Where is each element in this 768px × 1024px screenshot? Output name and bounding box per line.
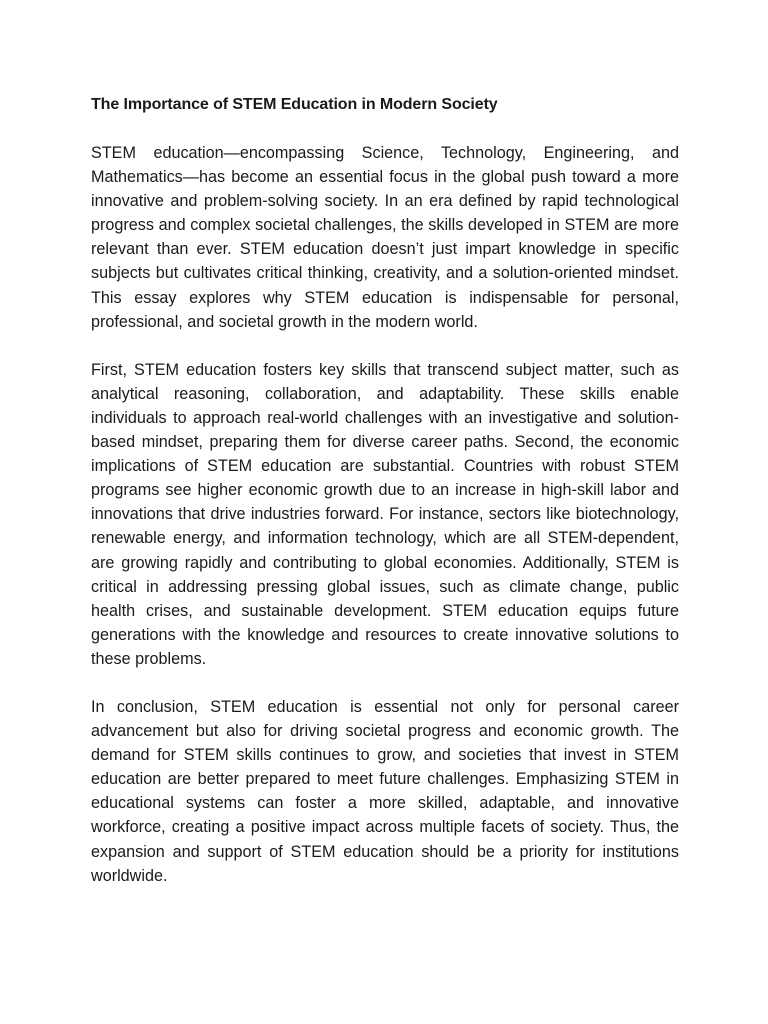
paragraph-body: First, STEM education fosters key skills that transcend subject matter, such as analytical reasoning, collaboration, and adaptability. These skills enable individuals to approach real-world challenges with an investigative and solution-based mindset, preparing them for diverse career paths. Second, the economic implications of STEM education are substantial. Countries with robust STEM programs see higher economic growth due to an increase in high-skill labor and innovations that drive industries forward. For instance, sectors like biotechnology, renewable energy, and information technology, which are all STEM-dependent, are growing rapidly and contributing to global economies. Additionally, STEM is critical in addressing pressing global issues, such as climate change, public health crises, and sustainable development. STEM education equips future generations with the knowledge and resources to create innovative solutions to these problems.: [91, 360, 679, 668]
page-title: The Importance of STEM Education in Modern Society: [91, 96, 498, 113]
paragraph-conclusion: In conclusion, STEM education is essential not only for personal career advancement but also for driving societal progress and economic growth. The demand for STEM skills continues to grow, and societies that invest in STEM education are better prepared to meet future challenges. Emphasizing STEM in educational systems can foster a more skilled, adaptable, and innovative workforce, creating a positive impact across multiple facets of society. Thus, the expansion and support of STEM education should be a priority for institutions worldwide.: [91, 697, 679, 885]
document-body: [91, 94, 679, 888]
paragraph-introduction: STEM education—encompassing Science, Technology, Engineering, and Mathematics—has become an essential focus in the global push toward a more innovative and problem-solving society. In an era defined by rapid technological progress and complex societal challenges, the skills developed in STEM are more relevant than ever. STEM education doesn’t just impart knowledge in specific subjects but cultivates critical thinking, creativity, and a solution-oriented mindset. This essay explores why STEM education is indispensable for personal, professional, and societal growth in the modern world.: [91, 144, 679, 331]
